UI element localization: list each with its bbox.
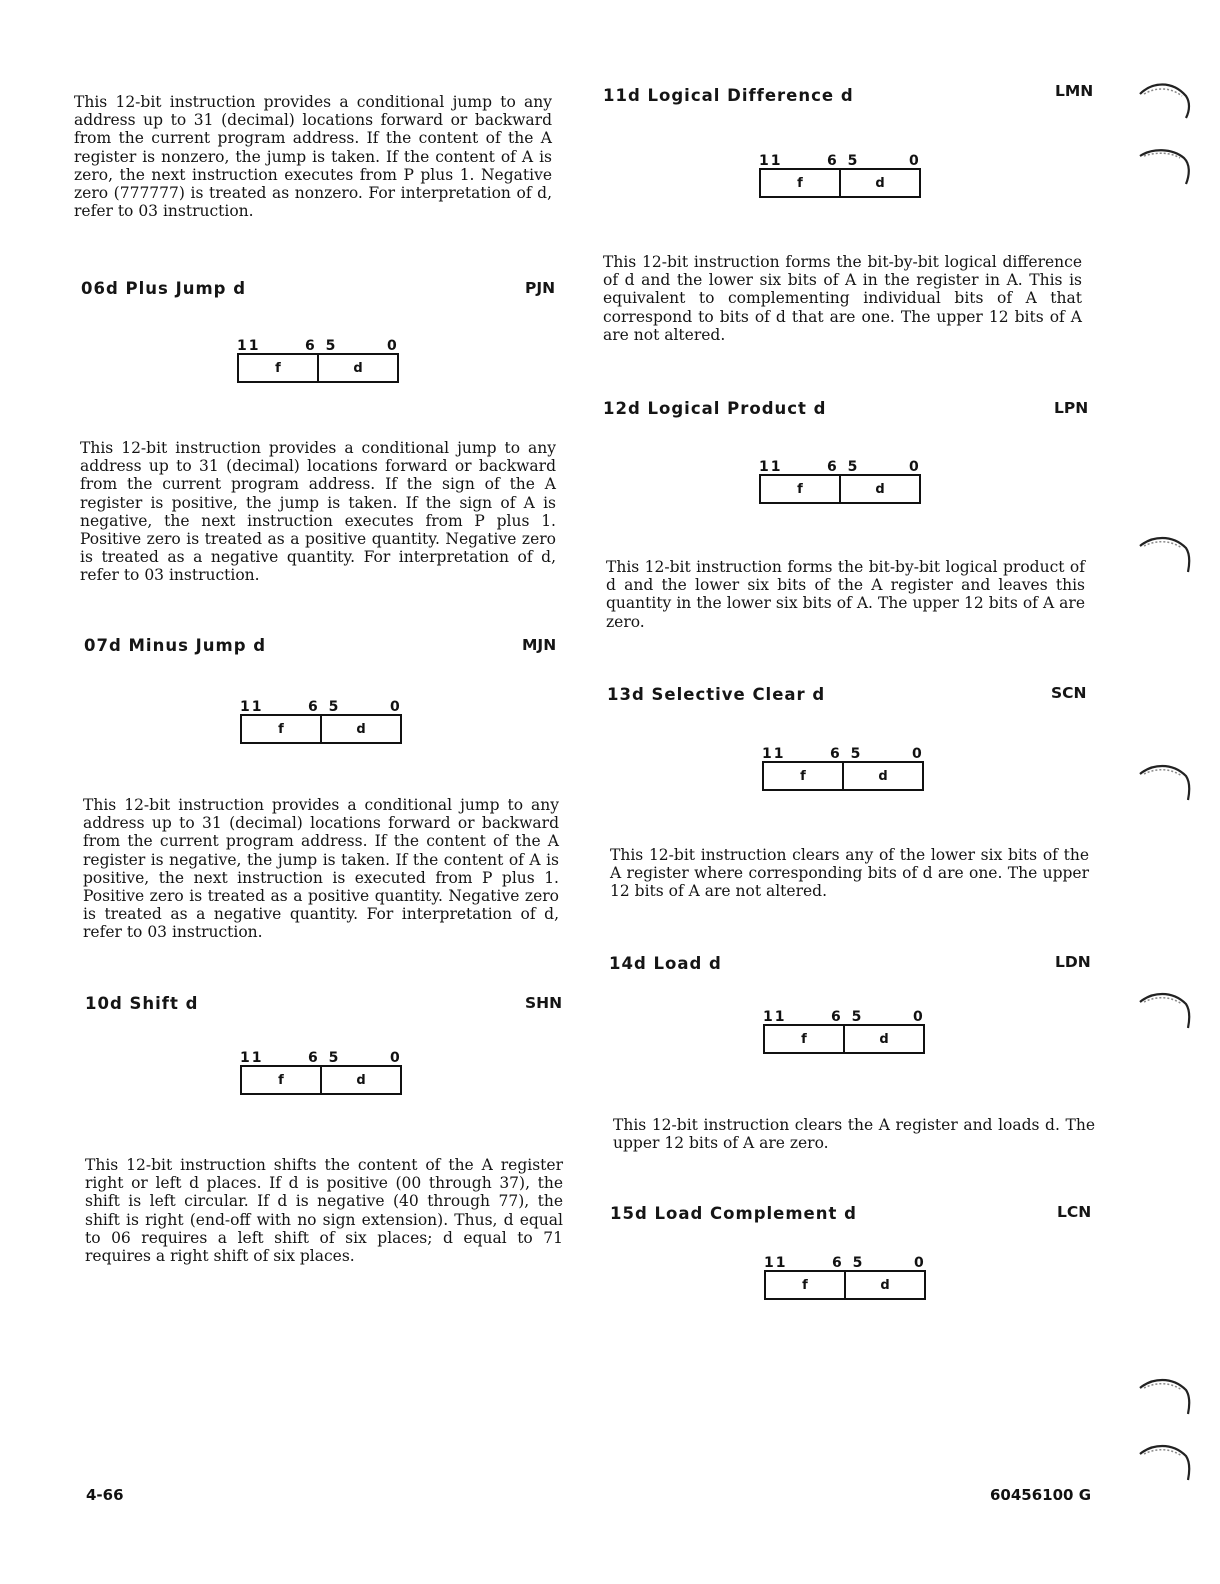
bit-label-mid: 6 5	[827, 459, 861, 475]
instruction-mnemonic: SCN	[1051, 684, 1087, 702]
binder-hole-icon	[1136, 78, 1192, 122]
bit-label-high: 11	[240, 1050, 264, 1066]
field-d: d	[317, 355, 397, 381]
field-d: d	[842, 763, 922, 789]
instruction-mnemonic: LPN	[1054, 399, 1089, 417]
instruction-description: This 12-bit instruction clears any of the lower six bits of the A register where corresponding bits of d are one. The upper 12 bits of A are not altered.	[610, 846, 1089, 901]
bit-label-low: 0	[912, 746, 922, 762]
instruction-heading: 12d Logical Product d	[603, 399, 827, 418]
bit-label-high: 11	[762, 746, 786, 762]
format-box	[759, 474, 921, 504]
bit-label-low: 0	[390, 699, 400, 715]
instruction-heading: 15d Load Complement d	[610, 1204, 857, 1223]
bit-label-mid: 6 5	[308, 1050, 342, 1066]
document-number: 60456100 G	[990, 1486, 1092, 1504]
bit-label-low: 0	[390, 1050, 400, 1066]
bit-label-low: 0	[913, 1009, 923, 1025]
instruction-mnemonic: SHN	[525, 994, 563, 1012]
format-box	[240, 714, 402, 744]
instruction-description: This 12-bit instruction shifts the content of the A register right or left d places. If d is positive (00 through 37), the shift is left circular. If d is negative (40 through 77), the shift is right (end-off with no sign extension). Thus, d equal to 06 requires a left shift of six places; d equal to 71 requires a right shift of six places.	[85, 1156, 563, 1266]
page-number: 4-66	[86, 1486, 124, 1504]
field-f: f	[278, 721, 284, 737]
instruction-mnemonic: MJN	[522, 636, 557, 654]
instruction-heading: 14d Load d	[609, 954, 722, 973]
instruction-mnemonic: LDN	[1055, 953, 1091, 971]
field-f: f	[801, 1031, 807, 1047]
instruction-heading: 10d Shift d	[85, 994, 199, 1013]
instruction-format-diagram	[240, 1050, 402, 1096]
instruction-heading: 13d Selective Clear d	[607, 685, 826, 704]
bit-label-mid: 6 5	[830, 746, 864, 762]
instruction-format-diagram	[240, 699, 402, 745]
bit-label-mid: 6 5	[305, 338, 339, 354]
binder-hole-icon	[1136, 532, 1192, 576]
bit-label-low: 0	[387, 338, 397, 354]
instruction-mnemonic: PJN	[525, 279, 556, 297]
instruction-heading: 07d Minus Jump d	[84, 636, 267, 655]
instruction-description: This 12-bit instruction forms the bit-by-bit logical difference of d and the lower six bits of A in the register in A. This is equivalent to complementing individual bits of A that correspond to bits of d that are one. The upper 12 bits of A are not altered.	[603, 253, 1082, 344]
field-f: f	[797, 175, 803, 191]
field-f: f	[275, 360, 281, 376]
instruction-heading: 06d Plus Jump d	[81, 279, 247, 298]
binder-hole-icon	[1136, 146, 1192, 190]
binder-hole-icon	[1136, 988, 1192, 1032]
binder-hole-icon	[1136, 1440, 1192, 1484]
format-box	[240, 1065, 402, 1095]
instruction-format-diagram	[759, 153, 921, 199]
instruction-description: This 12-bit instruction clears the A register and loads d. The upper 12 bits of A are zero.	[613, 1116, 1095, 1153]
field-f: f	[800, 768, 806, 784]
bit-label-high: 11	[763, 1009, 787, 1025]
instruction-mnemonic: LCN	[1057, 1203, 1092, 1221]
instruction-format-diagram	[764, 1255, 926, 1301]
bit-label-mid: 6 5	[308, 699, 342, 715]
binder-hole-icon	[1136, 760, 1192, 804]
field-d: d	[839, 170, 919, 196]
format-box	[763, 1024, 925, 1054]
field-d: d	[843, 1026, 923, 1052]
bit-label-mid: 6 5	[831, 1009, 865, 1025]
bit-label-high: 11	[237, 338, 261, 354]
bit-label-high: 11	[759, 459, 783, 475]
intro-paragraph: This 12-bit instruction provides a conditional jump to any address up to 31 (decimal) locations forward or backward from the current program address. If the content of the A register is nonzero, the jump is taken. If the content of A is zero, the next instruction executes from P plus 1. Negative zero (777777) is treated as nonzero. For interpretation of d, refer to 03 instruction.	[74, 93, 552, 221]
bit-label-high: 11	[759, 153, 783, 169]
bit-label-mid: 6 5	[827, 153, 861, 169]
instruction-description: This 12-bit instruction provides a conditional jump to any address up to 31 (decimal) locations forward or backward from the current program address. If the sign of the A register is positive, the jump is taken. If the sign of A is negative, the next instruction executes from P plus 1. Positive zero is treated as a positive quantity. Negative zero is treated as a negative quantity. For interpretation of d, refer to 03 instruction.	[80, 439, 556, 585]
field-f: f	[802, 1277, 808, 1293]
instruction-mnemonic: LMN	[1055, 82, 1094, 100]
bit-label-high: 11	[764, 1255, 788, 1271]
instruction-format-diagram	[759, 459, 921, 505]
bit-label-mid: 6 5	[832, 1255, 866, 1271]
field-d: d	[320, 1067, 400, 1093]
instruction-description: This 12-bit instruction forms the bit-by-bit logical product of d and the lower six bits of the A register and leaves this quantity in the lower six bits of A. The upper 12 bits of A are zero.	[606, 558, 1085, 631]
instruction-description: This 12-bit instruction provides a conditional jump to any address up to 31 (decimal) locations forward or backward from the current program address. If the content of the A register is negative, the jump is taken. If the content of A is positive, the next instruction is executed from P plus 1. Positive zero is treated as a positive quantity. Negative zero is treated as a negative quantity. For interpretation of d, refer to 03 instruction.	[83, 796, 559, 942]
format-box	[237, 353, 399, 383]
instruction-format-diagram	[762, 746, 924, 792]
bit-label-low: 0	[914, 1255, 924, 1271]
bit-label-high: 11	[240, 699, 264, 715]
instruction-format-diagram	[763, 1009, 925, 1055]
bit-label-low: 0	[909, 153, 919, 169]
instruction-heading: 11d Logical Difference d	[603, 86, 854, 105]
format-box	[762, 761, 924, 791]
format-box	[759, 168, 921, 198]
field-d: d	[320, 716, 400, 742]
format-box	[764, 1270, 926, 1300]
binder-hole-icon	[1136, 1374, 1192, 1418]
field-d: d	[844, 1272, 924, 1298]
instruction-format-diagram	[237, 338, 399, 384]
field-d: d	[839, 476, 919, 502]
field-f: f	[278, 1072, 284, 1088]
field-f: f	[797, 481, 803, 497]
bit-label-low: 0	[909, 459, 919, 475]
